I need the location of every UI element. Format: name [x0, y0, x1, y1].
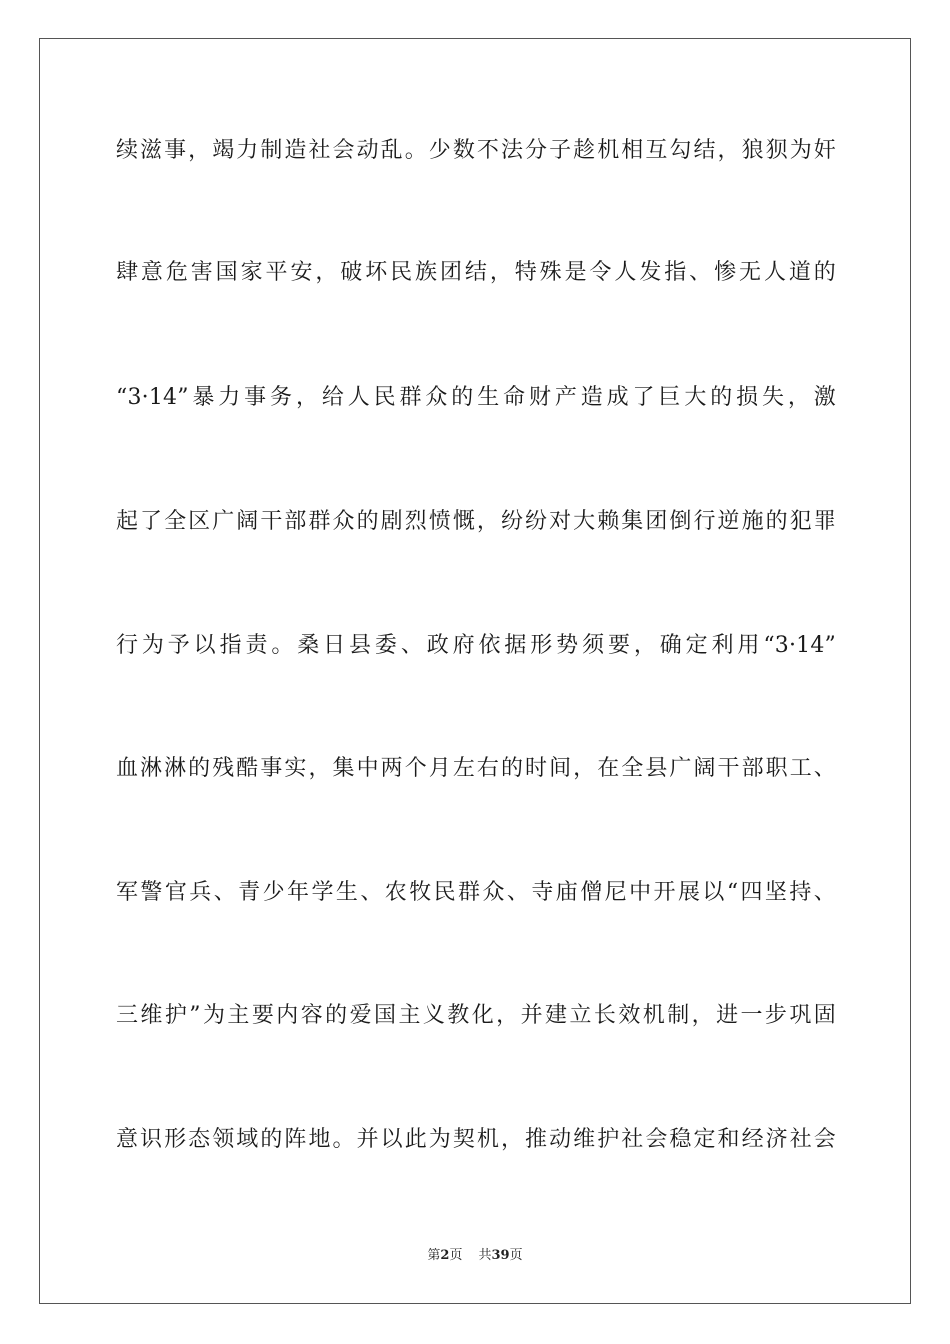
page-border [39, 38, 911, 1304]
page-prefix: 第 [427, 1248, 441, 1263]
total-pages: 39 [491, 1248, 510, 1263]
page-number: 2 [440, 1248, 450, 1263]
text-line: 起了全区广阔干部群众的剧烈愤慨，纷纷对大赖集团倒行逆施的犯罪 [116, 509, 836, 534]
text-line: 意识形态领域的阵地。并以此为契机，推动维护社会稳定和经济社会 [116, 1127, 836, 1152]
total-prefix: 共 [478, 1248, 492, 1263]
text-line: 三维护”为主要内容的爱国主义教化，并建立长效机制，进一步巩固 [116, 1003, 836, 1028]
text-line: 血淋淋的残酷事实，集中两个月左右的时间，在全县广阔干部职工、 [116, 756, 836, 781]
text-line: 行为予以指责。桑日县委、政府依据形势须要，确定利用“3·14” [116, 633, 836, 658]
text-line: 军警官兵、青少年学生、农牧民群众、寺庙僧尼中开展以“四坚持、 [116, 880, 836, 905]
total-suffix: 页 [509, 1248, 523, 1263]
page-suffix: 页 [449, 1248, 463, 1263]
text-line: 续滋事，竭力制造社会动乱。少数不法分子趁机相互勾结，狼狈为奸 [116, 138, 836, 163]
text-line: “3·14”暴力事务，给人民群众的生命财产造成了巨大的损失，激 [116, 385, 836, 410]
text-line: 肆意危害国家平安，破坏民族团结，特殊是令人发指、惨无人道的 [116, 260, 836, 285]
page-footer [0, 1247, 950, 1265]
